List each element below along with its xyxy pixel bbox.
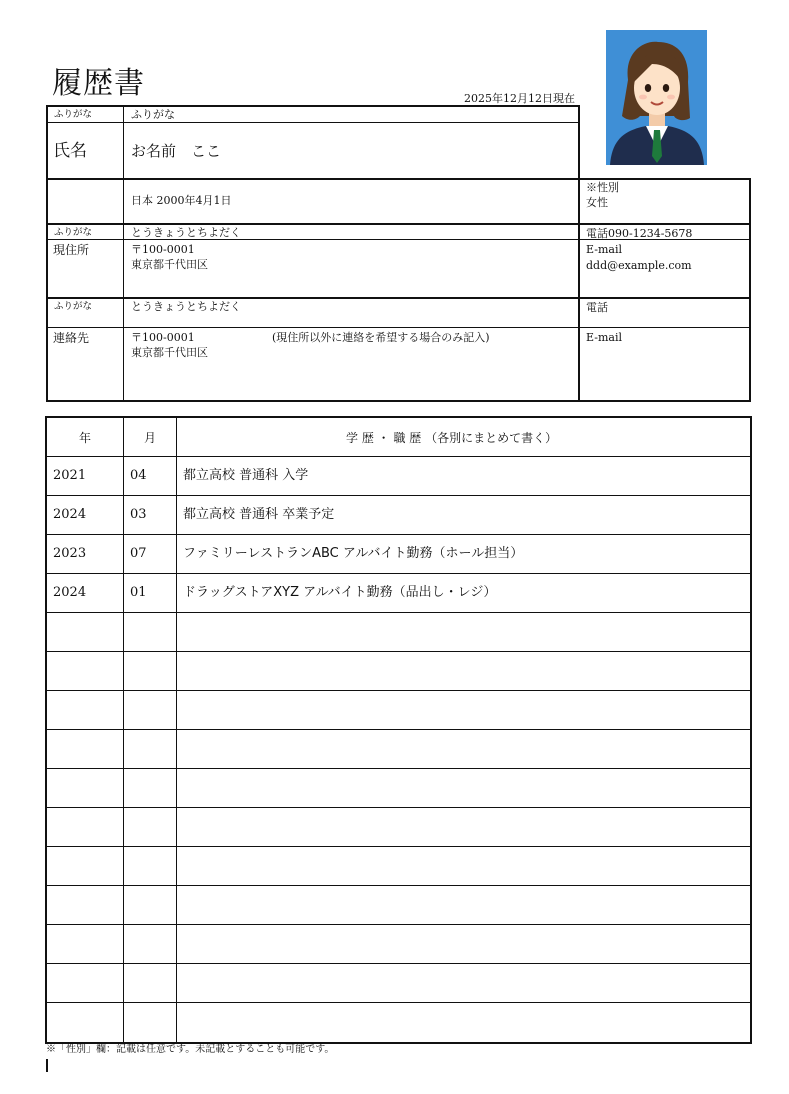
document-date: 2025年12月12日現在 bbox=[464, 92, 575, 105]
table-row bbox=[47, 613, 750, 651]
history-content-cell: ファミリーレストランABC アルバイト勤務（ホール担当） bbox=[183, 546, 524, 561]
table-row bbox=[47, 886, 750, 924]
history-year-cell: 2024 bbox=[53, 585, 87, 600]
contact-furigana-label: ふりがな bbox=[54, 301, 93, 312]
table-row bbox=[47, 730, 750, 768]
gender-value: 女性 bbox=[586, 196, 608, 209]
table-row bbox=[47, 925, 750, 963]
document-title: 履歴書 bbox=[52, 66, 145, 101]
history-content-cell: ドラッグストアXYZ アルバイト勤務（品出し・レジ） bbox=[183, 585, 497, 600]
name-value: お名前 ここ bbox=[131, 142, 222, 160]
address-label: 現住所 bbox=[53, 243, 90, 257]
history-year-cell: 2021 bbox=[53, 468, 87, 483]
name-label: 氏名 bbox=[53, 141, 87, 161]
text-cursor bbox=[46, 1059, 48, 1072]
table-row bbox=[47, 808, 750, 846]
history-header-content: 学 歴 ・ 職 歴 （各別にまとめて書く） bbox=[346, 431, 558, 445]
table-row bbox=[47, 652, 750, 690]
table-row bbox=[47, 535, 750, 573]
address-email-label: E-mail bbox=[586, 243, 622, 256]
contact-phone-label: 電話 bbox=[586, 301, 608, 314]
history-content-cell: 都立高校 普通科 入学 bbox=[183, 468, 309, 483]
table-row bbox=[47, 496, 750, 534]
history-year-cell: 2023 bbox=[53, 546, 87, 561]
address-text: 東京都千代田区 bbox=[131, 258, 208, 271]
table-row bbox=[47, 691, 750, 729]
contact-postal: 〒100-0001 bbox=[131, 331, 195, 344]
address-postal: 〒100-0001 bbox=[131, 243, 195, 256]
address-phone: 電話090-1234-5678 bbox=[586, 227, 693, 240]
birth-date: 日本 2000年4月1日 bbox=[131, 194, 232, 207]
address-email: ddd@example.com bbox=[586, 259, 692, 272]
history-header-year: 年 bbox=[79, 431, 92, 445]
history-month-cell: 07 bbox=[130, 546, 147, 561]
history-year-cell: 2024 bbox=[53, 507, 87, 522]
contact-address: 東京都千代田区 bbox=[131, 346, 208, 359]
history-month-cell: 01 bbox=[130, 585, 147, 600]
name-furigana: ふりがな bbox=[131, 108, 175, 121]
table-row bbox=[47, 769, 750, 807]
table-row bbox=[47, 847, 750, 885]
history-month-cell: 03 bbox=[130, 507, 147, 522]
contact-label: 連絡先 bbox=[53, 331, 90, 345]
gender-label: ※性別 bbox=[586, 181, 619, 194]
contact-note: (現住所以外に連絡を希望する場合のみ記入) bbox=[272, 331, 490, 344]
history-header-month: 月 bbox=[144, 431, 157, 445]
history-month-cell: 04 bbox=[130, 468, 147, 483]
history-content-cell: 都立高校 普通科 卒業予定 bbox=[183, 507, 335, 522]
name-furigana-label: ふりがな bbox=[54, 109, 93, 120]
table-row bbox=[47, 457, 750, 495]
table-row bbox=[47, 574, 750, 612]
left-eye bbox=[645, 84, 651, 92]
footer-note: ※「性別」欄：記載は任意です。未記載とすることも可能です。 bbox=[46, 1044, 335, 1055]
contact-furigana: とうきょうとちよだく bbox=[131, 300, 241, 313]
address-furigana: とうきょうとちよだく bbox=[131, 226, 241, 239]
contact-email-label: E-mail bbox=[586, 331, 622, 344]
id-photo bbox=[606, 30, 707, 165]
table-row bbox=[47, 964, 750, 1002]
address-furigana-label: ふりがな bbox=[54, 227, 93, 238]
right-eye bbox=[663, 84, 669, 92]
table-row bbox=[47, 1003, 750, 1041]
